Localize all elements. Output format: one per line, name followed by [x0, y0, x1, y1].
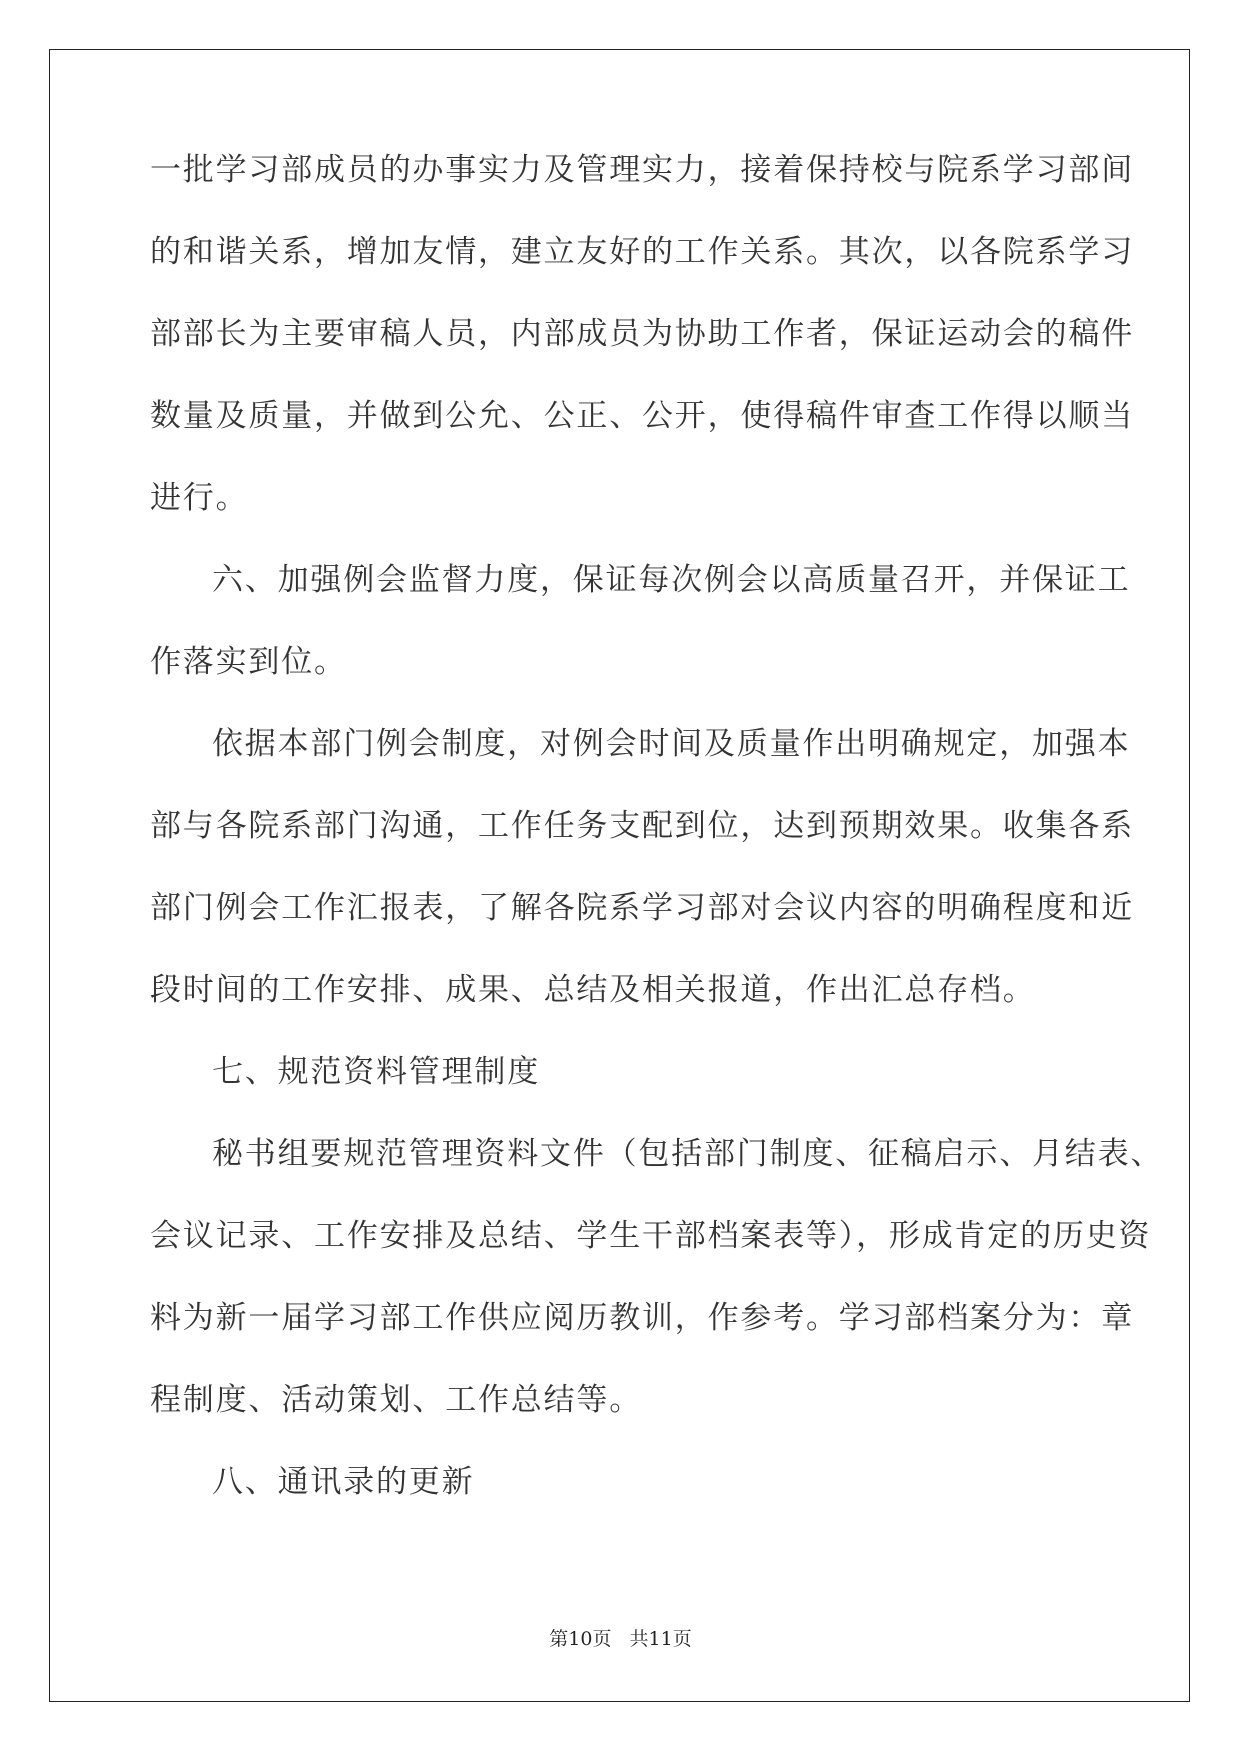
text-line: 一批学习部成员的办事实力及管理实力，接着保持校与院系学习部间 [150, 152, 1134, 188]
text-line: 程制度、活动策划、工作总结等。 [150, 1382, 642, 1418]
text-line: 部门例会工作汇报表，了解各院系学习部对会议内容的明确程度和近 [150, 890, 1134, 926]
page-footer [0, 1627, 1241, 1651]
page-total: 共11页 [629, 1628, 692, 1650]
text-line: 秘书组要规范管理资料文件（包括部门制度、征稿启示、月结表、 [212, 1136, 1164, 1172]
text-line: 作落实到位。 [150, 644, 347, 680]
section-heading: 八、通讯录的更新 [212, 1464, 475, 1500]
text-line: 料为新一届学习部工作供应阅历教训，作参考。学习部档案分为：章 [150, 1300, 1134, 1336]
page-border [49, 49, 1190, 1702]
page-number: 第10页 [549, 1628, 612, 1650]
text-line: 部与各院系部门沟通，工作任务支配到位，达到预期效果。收集各系 [150, 808, 1134, 844]
text-line: 会议记录、工作安排及总结、学生干部档案表等），形成肯定的历史资 [150, 1218, 1152, 1254]
section-heading: 七、规范资料管理制度 [212, 1054, 540, 1090]
text-line: 数量及质量，并做到公允、公正、公开，使得稿件审查工作得以顺当 [150, 398, 1134, 434]
text-line: 部部长为主要审稿人员，内部成员为协助工作者，保证运动会的稿件 [150, 316, 1134, 352]
text-line: 段时间的工作安排、成果、总结及相关报道，作出汇总存档。 [150, 972, 1036, 1008]
text-line: 进行。 [150, 480, 249, 516]
text-line: 依据本部门例会制度，对例会时间及质量作出明确规定，加强本 [212, 726, 1131, 762]
text-line: 的和谐关系，增加友情，建立友好的工作关系。其次，以各院系学习 [150, 234, 1134, 270]
section-heading: 六、加强例会监督力度，保证每次例会以高质量召开，并保证工 [212, 562, 1131, 598]
